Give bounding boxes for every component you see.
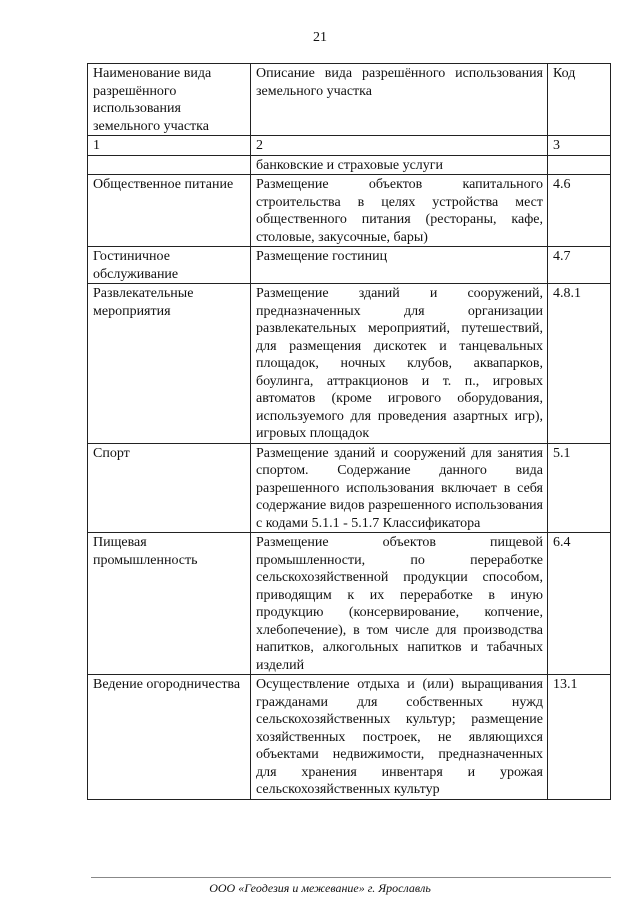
row-description: Размещение зданий и сооружений, предназначенных для организации развлекательных мероприятий, путешествий, для размещения дискотек и танцевальных площадок, ночных клубов, аквапарков, боулинга, аттракционов и т. п., игровых автоматов (кроме игрового оборудования, используемого для проведения азартных игр), игровых площадок: [251, 284, 548, 444]
table-row: [88, 155, 611, 175]
header-code: Код: [548, 64, 611, 136]
page-number: 21: [313, 30, 327, 45]
row-name: Ведение огородничества: [88, 675, 251, 800]
row-description: Размещение объектов пищевой промышленности, по переработке сельскохозяйственной продукции способом, приводящим к их переработке в иную продукцию (консервирование, копчение, хлебопечение), в том числе для производства напитков, алкогольных напитков и табачных изделий: [251, 533, 548, 675]
row-name: Развлекательные мероприятия: [88, 284, 251, 444]
table-row: [88, 247, 611, 284]
row-description: Размещение гостиниц: [251, 247, 548, 284]
row-code: 4.6: [548, 175, 611, 247]
row-description: Размещение зданий и сооружений для занятия спортом. Содержание данного вида разрешенного использования включает в себя содержание видов разрешенного использования с кодами 5.1.1 - 5.1.7 Классификатора: [251, 443, 548, 533]
row-name: [88, 155, 251, 175]
row-name: Пищевая промышленность: [88, 533, 251, 675]
row-code: 4.7: [548, 247, 611, 284]
row-name: Гостиничное обслуживание: [88, 247, 251, 284]
row-name: Общественное питание: [88, 175, 251, 247]
row-description: Осуществление отдыха и (или) выращивания гражданами для собственных нужд сельскохозяйственных культур; размещение хозяйственных построек, не являющихся объектами недвижимости, предназначенных для хранения инвентаря и урожая сельскохозяйственных культур: [251, 675, 548, 800]
column-number-3: 3: [548, 136, 611, 156]
row-code: [548, 155, 611, 175]
land-use-table: [87, 63, 611, 800]
footer-divider: [91, 877, 611, 878]
row-code: 5.1: [548, 443, 611, 533]
row-description: Размещение объектов капитального строительства в целях устройства мест общественного питания (рестораны, кафе, столовые, закусочные, бары): [251, 175, 548, 247]
table-row: [88, 284, 611, 444]
header-description: Описание вида разрешённого использования земельного участка: [251, 64, 548, 136]
column-number-1: 1: [88, 136, 251, 156]
table-row: [88, 175, 611, 247]
row-name: Спорт: [88, 443, 251, 533]
row-code: 4.8.1: [548, 284, 611, 444]
row-code: 6.4: [548, 533, 611, 675]
row-code: 13.1: [548, 675, 611, 800]
table-row: [88, 533, 611, 675]
table-header-row: [88, 64, 611, 136]
column-number-2: 2: [251, 136, 548, 156]
table-row: [88, 675, 611, 800]
table-row: [88, 443, 611, 533]
row-description: банковские и страховые услуги: [251, 155, 548, 175]
page-footer: ООО «Геодезия и межевание» г. Ярославль: [209, 881, 431, 895]
header-name: Наименование вида разрешённого использования земельного участка: [88, 64, 251, 136]
column-number-row: [88, 136, 611, 156]
